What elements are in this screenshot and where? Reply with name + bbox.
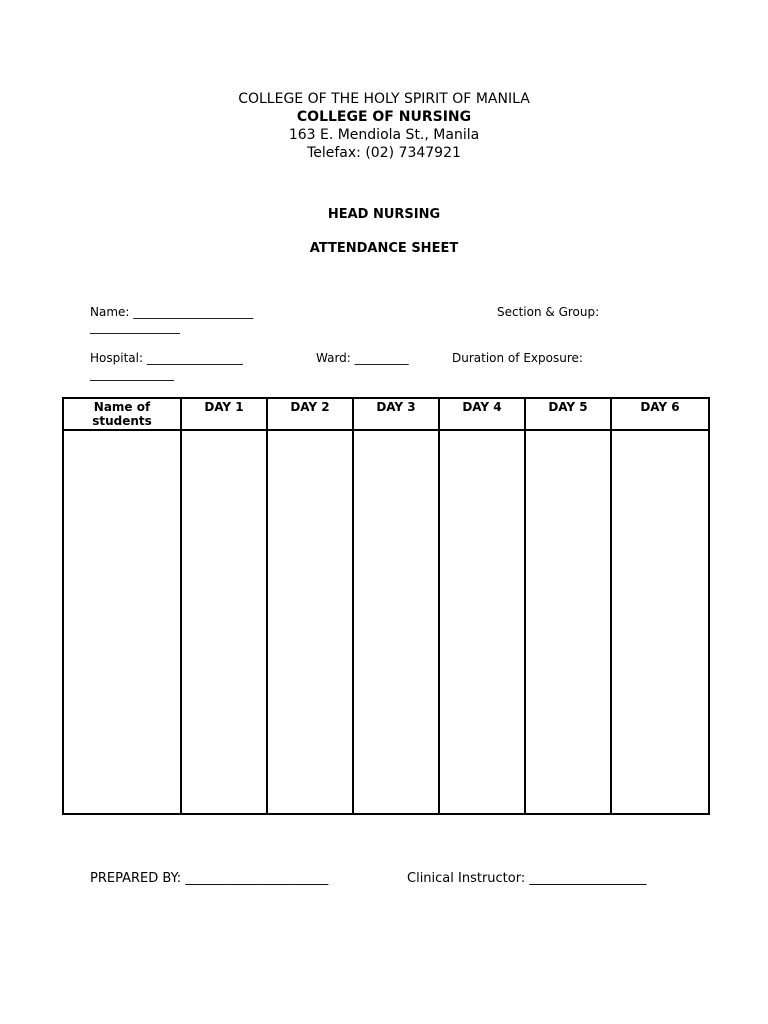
duration-label: Duration of Exposure: (452, 351, 583, 365)
day-2-cell (267, 430, 353, 814)
column-header-day-1: DAY 1 (181, 398, 267, 430)
column-header-students: Name of students (63, 398, 181, 430)
document-subtitle: ATTENDANCE SHEET (309, 241, 459, 256)
table-header-row (63, 398, 709, 430)
day-4-cell (439, 430, 525, 814)
column-header-day-3: DAY 3 (353, 398, 439, 430)
letterhead (0, 90, 768, 162)
clinical-instructor-field: Clinical Instructor: __________________ (407, 871, 647, 886)
day-5-cell (525, 430, 611, 814)
ward-field: Ward: _________ (316, 351, 409, 365)
telefax: Telefax: (02) 7347921 (307, 145, 461, 161)
column-header-day-4: DAY 4 (439, 398, 525, 430)
name-field: Name: ____________________ (90, 305, 254, 319)
students-cell (63, 430, 181, 814)
day-1-cell (181, 430, 267, 814)
table-row (63, 430, 709, 814)
column-header-day-2: DAY 2 (267, 398, 353, 430)
duration-blank: ______________ (90, 367, 174, 381)
prepared-by-field: PREPARED BY: ______________________ (90, 871, 329, 886)
hospital-field: Hospital: ________________ (90, 351, 243, 365)
college-name: COLLEGE OF NURSING (296, 109, 472, 125)
day-3-cell (353, 430, 439, 814)
column-header-day-5: DAY 5 (525, 398, 611, 430)
address: 163 E. Mendiola St., Manila (288, 127, 480, 143)
section-group-label: Section & Group: (497, 305, 600, 319)
institution-name: COLLEGE OF THE HOLY SPIRIT OF MANILA (238, 91, 530, 107)
section-group-blank: _______________ (90, 320, 180, 334)
attendance-table (62, 397, 710, 815)
column-header-day-6: DAY 6 (611, 398, 709, 430)
day-6-cell (611, 430, 709, 814)
document-title: HEAD NURSING (327, 207, 441, 222)
